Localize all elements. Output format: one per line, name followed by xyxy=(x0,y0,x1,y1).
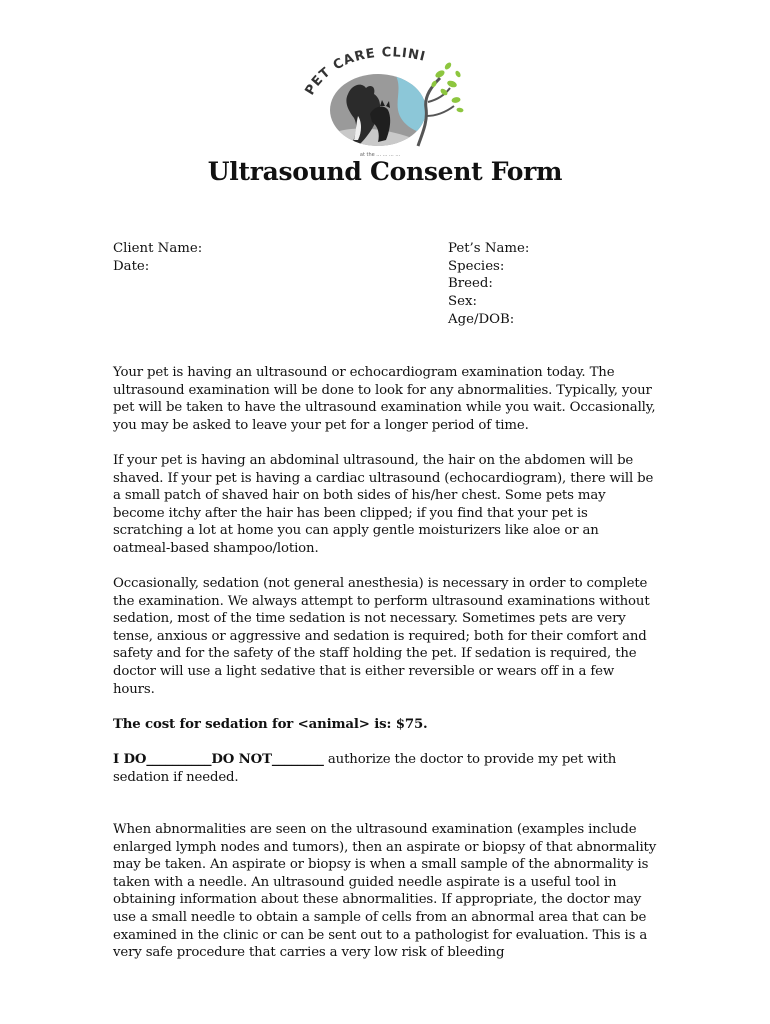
logo-clinic-name: PET CARE CLINI xyxy=(302,45,428,98)
paragraph-shaving: If your pet is having an abdominal ultrasound, the hair on the abdomen will be shaved. If your pet is having a cardiac ultrasound (echocardiogram), there will be a small patch of shaved hair on both sides of his/her chest. Some pets may become itchy after the hair has been clipped; if you find that your pet is scratching a lot at home you can apply gentle moisturizers like aloe or an oatmeal-based shampoo/lotion. xyxy=(113,453,654,556)
authorization-do-do-not: I DO__________DO NOT________ xyxy=(113,752,324,767)
pet-care-clinic-logo-icon xyxy=(300,44,465,162)
paragraph-sedation: Occasionally, sedation (not general anesthesia) is necessary in order to complete the examination. We always attempt to perform ultrasound examinations without sedation, most of the time sedation is not necessary. Sometimes pets are very tense, anxious or aggressive and sedation is required; both for their comfort and safety and for the safety of the staff holding the pet. If sedation is required, the doctor will use a light sedative that is either reversible or wears off in a few hours. xyxy=(113,576,650,697)
authorization-text: authorize the doctor to provide my pet with sedation if needed. xyxy=(113,752,617,785)
logo-tagline: at the ... ... ... ... xyxy=(359,152,401,158)
clinic-logo xyxy=(300,44,465,162)
sedation-authorization xyxy=(113,751,658,786)
page-title: Ultrasound Consent Form xyxy=(207,157,563,186)
sedation-cost: The cost for sedation for <animal> is: $75. xyxy=(113,717,428,732)
breed-label: Breed: xyxy=(448,276,493,291)
age-dob-label: Age/DOB: xyxy=(448,312,515,327)
species-label: Species: xyxy=(448,259,505,274)
paragraph-aspirate: When abnormalities are seen on the ultrasound examination (examples include enlarged lymph nodes and tumors), then an aspirate or biopsy of that abnormality may be taken. An aspirate or biopsy is when a small sample of the abnormality is taken with a needle. An ultrasound guided needle aspirate is a useful tool in obtaining information about these abnormalities. If appropriate, the doctor may use a small needle to obtain a sample of cells from an abnormal area that can be examined in the clinic or can be sent out to a pathologist for evaluation. This is a very safe procedure that carries a very low risk of bleeding xyxy=(113,822,657,961)
date-label: Date: xyxy=(113,259,150,274)
paragraph-intro: Your pet is having an ultrasound or echocardiogram examination today. The ultrasound examination will be done to look for any abnormalities. Typically, your pet will be taken to have the ultrasound examination while you wait. Occasionally, you may be asked to leave your pet for a longer period of time. xyxy=(113,365,656,433)
client-name-label: Client Name: xyxy=(113,241,203,256)
pet-name-label: Pet’s Name: xyxy=(448,241,530,256)
sex-label: Sex: xyxy=(448,294,477,309)
